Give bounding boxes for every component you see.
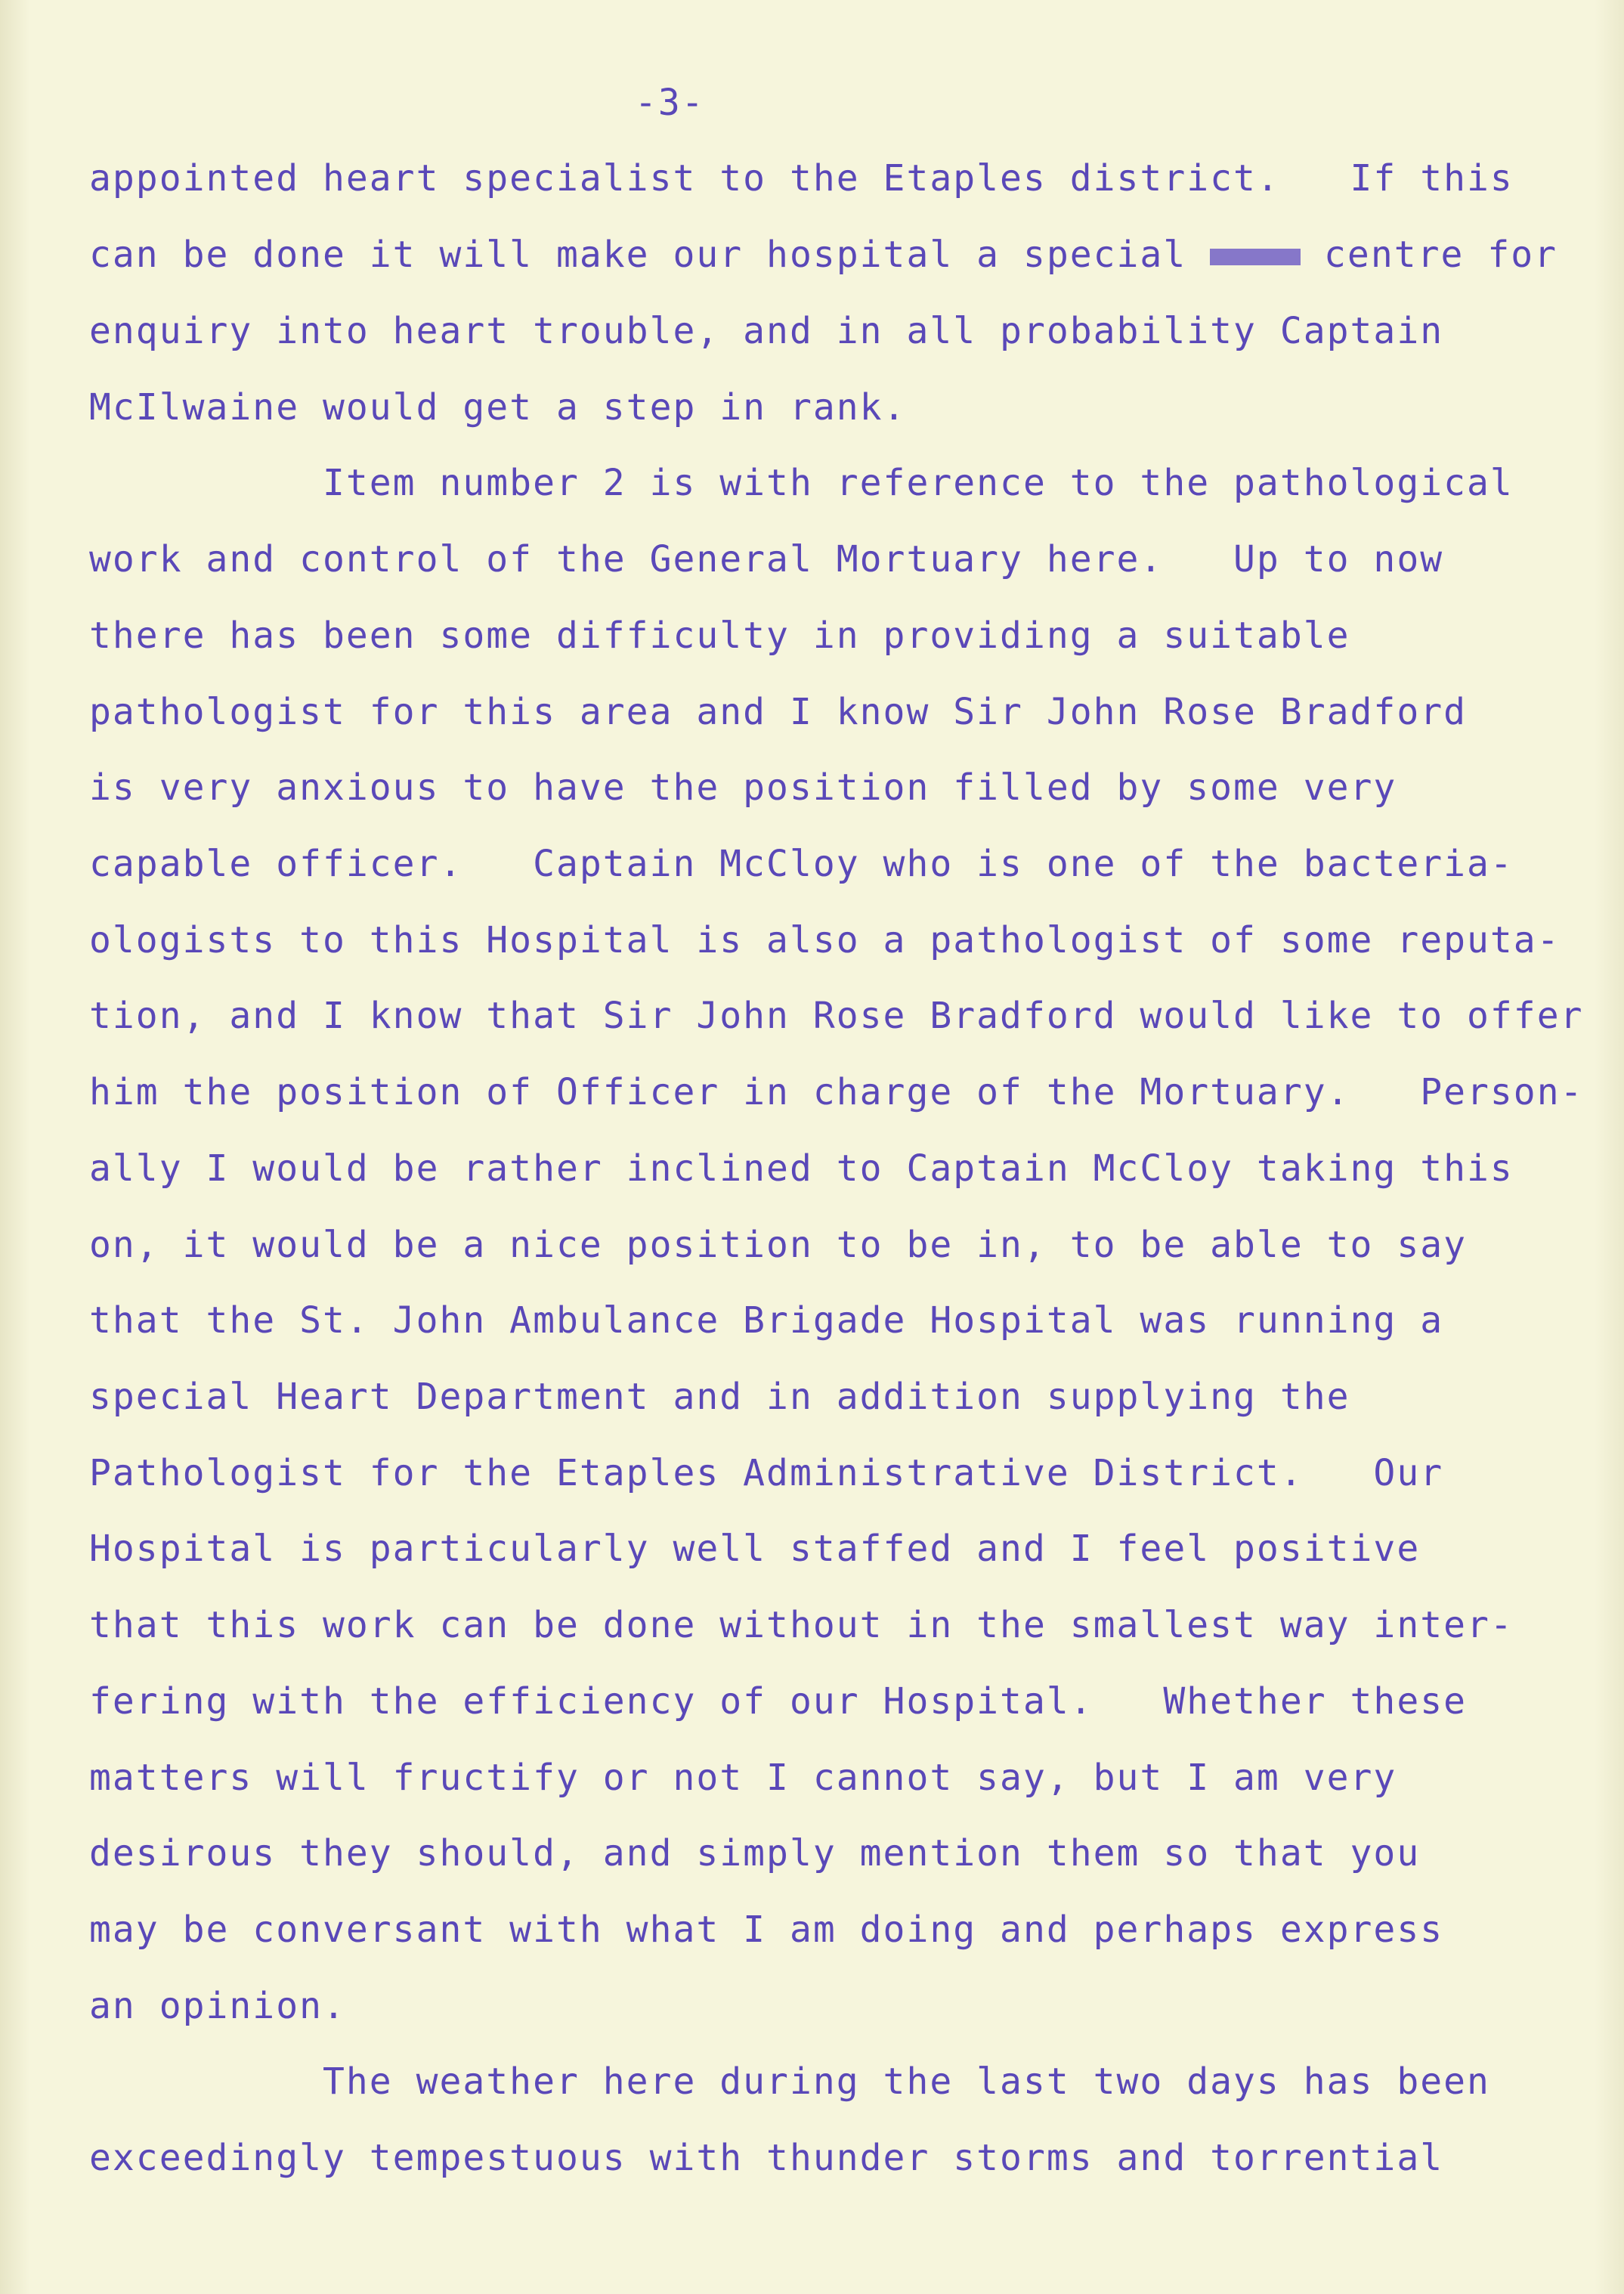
text-line: work and control of the General Mortuary here. Up to now <box>89 538 1444 580</box>
text-line: that the St. John Ambulance Brigade Hospital was running a <box>89 1299 1444 1342</box>
text-line: appointed heart specialist to the Etaples district. If this <box>89 157 1514 200</box>
text-line: is very anxious to have the position filled by some very <box>89 766 1397 809</box>
text-line-part: centre for <box>1301 234 1558 276</box>
text-line <box>89 234 1558 276</box>
struck-out-word <box>1210 249 1301 265</box>
text-line: ally I would be rather inclined to Captain McCloy taking this <box>89 1147 1514 1190</box>
text-line-part: can be done it will make our hospital a special <box>89 234 1211 276</box>
text-line: McIlwaine would get a step in rank. <box>89 386 907 429</box>
text-line: ologists to this Hospital is also a pathologist of some reputa- <box>89 919 1561 961</box>
text-line: Item number 2 is with reference to the pathological <box>89 462 1514 504</box>
text-line: pathologist for this area and I know Sir John Rose Bradford <box>89 691 1468 733</box>
text-line: fering with the efficiency of our Hospital. Whether these <box>89 1680 1468 1723</box>
text-line: The weather here during the last two days has been <box>89 2060 1490 2103</box>
text-line: special Heart Department and in addition supplying the <box>89 1376 1350 1418</box>
text-line: Pathologist for the Etaples Administrative District. Our <box>89 1452 1444 1494</box>
text-line: tion, and I know that Sir John Rose Bradford would like to offer <box>89 995 1584 1037</box>
text-line: that this work can be done without in the smallest way inter- <box>89 1604 1514 1646</box>
text-line: exceedingly tempestuous with thunder storms and torrential <box>89 2137 1444 2179</box>
text-line: may be conversant with what I am doing and perhaps express <box>89 1909 1444 1951</box>
text-line: there has been some difficulty in providing a suitable <box>89 615 1350 657</box>
text-line: Hospital is particularly well staffed and I feel positive <box>89 1528 1421 1570</box>
page-number: -3- <box>635 82 705 124</box>
text-line: matters will fructify or not I cannot say, but I am very <box>89 1757 1397 1799</box>
text-line: an opinion. <box>89 1985 346 2027</box>
text-line: desirous they should, and simply mention them so that you <box>89 1832 1421 1875</box>
text-line: him the position of Officer in charge of the Mortuary. Person- <box>89 1071 1584 1113</box>
text-line: enquiry into heart trouble, and in all probability Captain <box>89 310 1444 352</box>
text-line: capable officer. Captain McCloy who is one of the bacteria- <box>89 843 1514 885</box>
text-line: on, it would be a nice position to be in, to be able to say <box>89 1224 1468 1266</box>
